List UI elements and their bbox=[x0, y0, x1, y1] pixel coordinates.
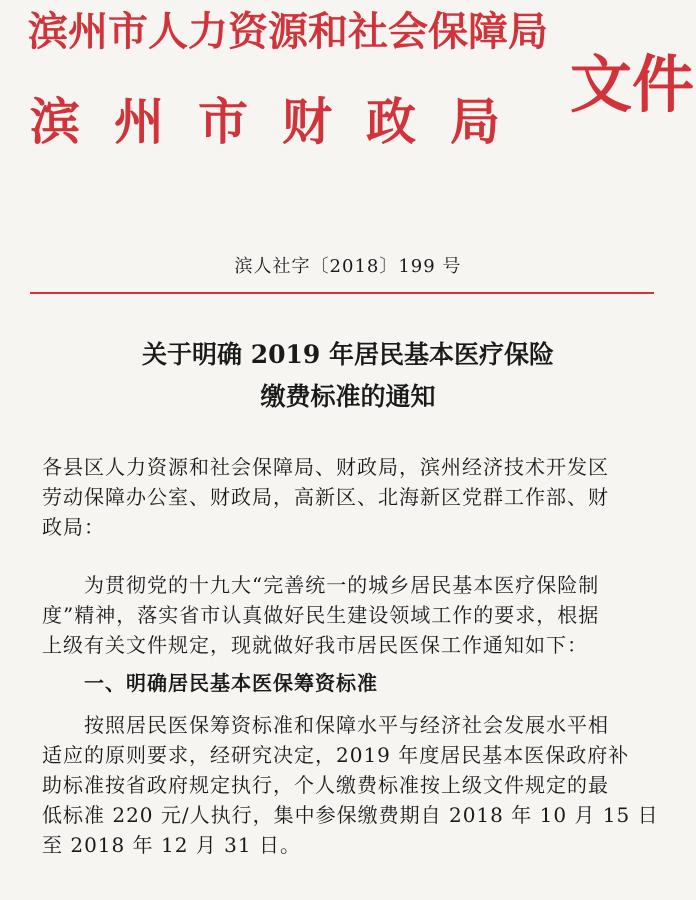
section-1-line-1: 按照居民医保筹资标准和保障水平与经济社会发展水平相 bbox=[84, 713, 609, 737]
title-line-2: 缴费标准的通知 bbox=[260, 382, 436, 411]
section-1-line-3: 助标准按省政府规定执行，个人缴费标准按上级文件规定的最 bbox=[42, 773, 609, 797]
red-divider-line bbox=[30, 292, 654, 294]
section-1-line-2: 适应的原则要求，经研究决定，2019 年度居民基本医保政府补 bbox=[42, 743, 630, 767]
issuer-line-2: 滨州市财政局 bbox=[30, 92, 534, 151]
recipients-line-3: 政局： bbox=[42, 515, 105, 539]
recipients-line-2: 劳动保障办公室、财政局，高新区、北海新区党群工作部、财 bbox=[42, 485, 609, 509]
intro-line-3: 上级有关文件规定，现就做好我市居民医保工作通知如下： bbox=[42, 633, 588, 657]
section-1-heading: 一、明确居民基本医保筹资标准 bbox=[84, 671, 378, 695]
issuer-line-1: 滨州市人力资源和社会保障局 bbox=[28, 8, 548, 55]
document-number: 滨人社字〔2018〕199 号 bbox=[234, 256, 462, 277]
intro-line-2: 度”精神，落实省市认真做好民生建设领域工作的要求，根据 bbox=[42, 603, 600, 627]
title-line-1: 关于明确 2019 年居民基本医疗保险 bbox=[142, 340, 554, 369]
section-1-line-4: 低标准 220 元/人执行，集中参保缴费期自 2018 年 10 月 15 日 bbox=[42, 803, 659, 827]
section-1-paragraph bbox=[42, 710, 662, 860]
recipients-paragraph bbox=[42, 452, 662, 542]
section-1-line-5: 至 2018 年 12 月 31 日。 bbox=[42, 833, 301, 857]
document-type: 文件 bbox=[570, 48, 695, 121]
intro-line-1: 为贯彻党的十九大“完善统一的城乡居民基本医疗保险制 bbox=[84, 573, 600, 597]
recipients-line-1: 各县区人力资源和社会保障局、财政局，滨州经济技术开发区 bbox=[42, 455, 609, 479]
intro-paragraph bbox=[42, 570, 662, 660]
notice-title bbox=[0, 334, 696, 418]
